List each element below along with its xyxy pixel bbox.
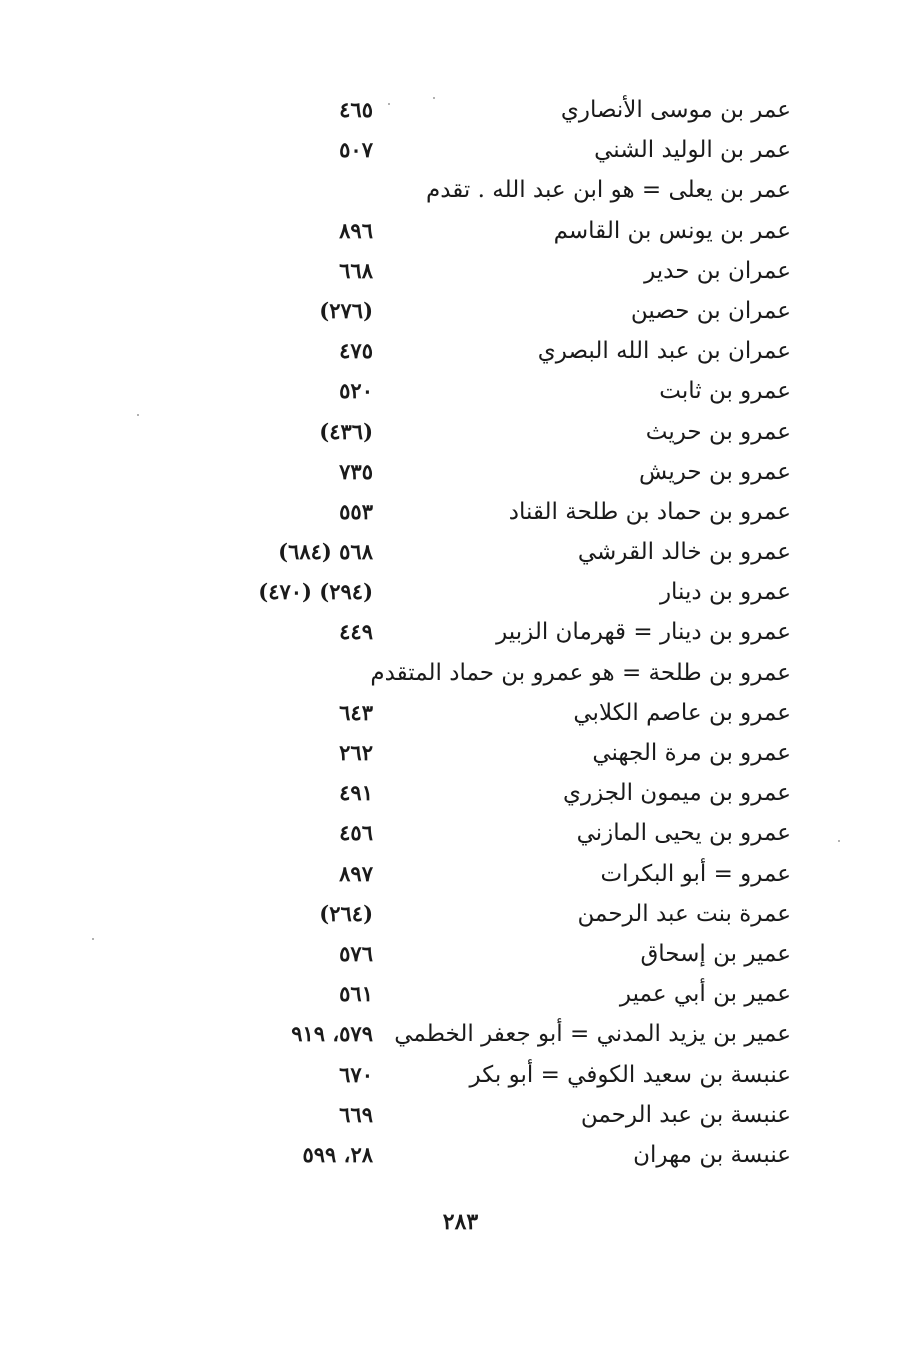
entry-name: عنبسة بن عبد الرحمن (580, 1101, 791, 1128)
index-entry (0, 333, 921, 373)
index-entry (0, 1097, 921, 1137)
scan-speck (388, 103, 390, 105)
scan-speck (92, 938, 94, 940)
entry-pages: (٢٦٤) (319, 900, 373, 926)
index-entry (0, 896, 921, 936)
scan-speck (137, 414, 139, 416)
entry-pages: ٥٠٧ (339, 137, 373, 163)
entry-pages: ٨٩٦ (339, 217, 373, 243)
entry-name: عمير بن أبي عمير (619, 981, 791, 1008)
scan-speck (838, 840, 840, 842)
entry-pages: ٤٩١ (339, 780, 373, 806)
entry-name: عمرو بن خالد القرشي (577, 539, 791, 566)
entry-pages: ٥٢٠ (339, 378, 373, 404)
entry-pages: ٥٧٦ (339, 940, 373, 966)
index-entry (0, 574, 921, 614)
entry-name: عمر بن يعلى = هو ابن عبد الله . تقدم (425, 177, 791, 204)
entry-name: عمران بن حدير (644, 257, 791, 284)
entry-name: عمر بن يونس بن القاسم (553, 217, 791, 244)
index-entry (0, 172, 921, 212)
entry-pages: ٦٤٣ (339, 699, 373, 725)
index-entry (0, 936, 921, 976)
entry-name: عمرو بن دينار = قهرمان الزبير (496, 619, 791, 646)
entry-pages: (٢٧٦) (319, 297, 373, 323)
entry-pages: ٦٦٨ (339, 257, 373, 283)
index-entry (0, 735, 921, 775)
entry-name: عمران بن عبد الله البصري (537, 338, 791, 365)
entry-pages: ٥٦١ (339, 981, 373, 1007)
entry-name: عمرو بن ميمون الجزري (562, 780, 791, 807)
index-entry (0, 1137, 921, 1177)
entry-pages: (٢٩٤) (٤٧٠) (258, 579, 373, 605)
index-entry (0, 534, 921, 574)
entry-name: عمير بن يزيد المدني = أبو جعفر الخطمي (394, 1021, 791, 1048)
index-entry (0, 132, 921, 172)
entry-name: عمران بن حصين (630, 297, 791, 324)
entry-pages: ٢٨، ٥٩٩ (302, 1141, 373, 1167)
index-entry (0, 976, 921, 1016)
entry-pages: ٥٥٣ (339, 498, 373, 524)
index-entry (0, 856, 921, 896)
index-entry (0, 454, 921, 494)
entry-pages: ٤٤٩ (339, 619, 373, 645)
entry-pages: ٧٣٥ (339, 458, 373, 484)
entry-name: عمرو بن يحيى المازني (576, 820, 791, 847)
entry-name: عمرو بن حماد بن طلحة القناد (508, 498, 791, 525)
entry-pages: ٥٧٩، ٩١٩ (291, 1021, 373, 1047)
entry-name: عمير بن إسحاق (640, 940, 791, 967)
index-entry (0, 213, 921, 253)
index-entry (0, 1057, 921, 1097)
entry-name: عمرو بن مرة الجهني (592, 740, 791, 766)
entry-name: عمرو = أبو البكرات (600, 860, 791, 887)
index-entry (0, 775, 921, 815)
entry-pages: (٤٣٦) (319, 418, 373, 444)
entry-name: عمر بن موسى الأنصاري (560, 97, 791, 123)
entry-name: عنبسة بن مهران (633, 1141, 791, 1168)
entry-name: عمرو بن ثابت (659, 378, 791, 405)
page-number: ٢٨٣ (442, 1209, 479, 1235)
entry-pages: ٦٦٩ (339, 1101, 373, 1127)
index-entry (0, 253, 921, 293)
entry-name: عمر بن الوليد الشني (594, 137, 791, 164)
entry-pages: ٦٧٠ (339, 1061, 373, 1087)
entry-name: عمرو بن دينار (659, 579, 791, 606)
index-entries (0, 92, 921, 1177)
index-entry (0, 1016, 921, 1056)
index-entry (0, 373, 921, 413)
index-entry (0, 655, 921, 695)
entry-pages: ٤٥٦ (339, 820, 373, 846)
index-entry (0, 494, 921, 534)
entry-name: عمرو بن عاصم الكلابي (573, 699, 791, 726)
entry-name: عمرو بن طلحة = هو عمرو بن حماد المتقدم (370, 659, 791, 686)
entry-name: عمرو بن حريش (639, 458, 791, 485)
index-entry (0, 695, 921, 735)
entry-pages: ٤٧٥ (339, 338, 373, 364)
entry-pages: ٨٩٧ (339, 860, 373, 886)
entry-pages: ٥٦٨ (٦٨٤) (278, 539, 373, 565)
index-entry (0, 414, 921, 454)
index-entry (0, 92, 921, 132)
entry-pages: ٢٦٢ (339, 740, 373, 765)
scan-speck (433, 97, 435, 99)
entry-pages: ٤٦٥ (339, 97, 373, 122)
index-entry (0, 293, 921, 333)
index-entry (0, 815, 921, 855)
index-entry (0, 614, 921, 654)
entry-name: عنبسة بن سعيد الكوفي = أبو بكر (469, 1061, 791, 1088)
entry-name: عمرة بنت عبد الرحمن (577, 900, 791, 927)
entry-name: عمرو بن حريث (645, 418, 791, 445)
